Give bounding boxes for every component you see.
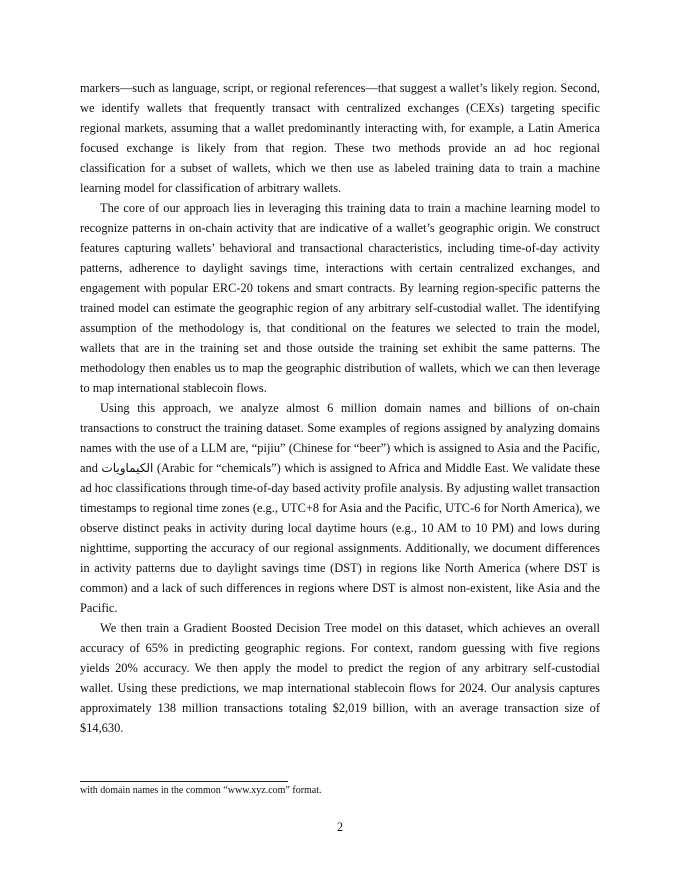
paragraph-3-part-2: (Arabic for “chemicals”) which is assigned to Africa and Middle East. We validate these ad hoc classifications through time-of-day based activity profile analysis. By adjusting wallet transaction timestamps to regional time zones (e.g., UTC+8 for Asia and the Pacific, UTC-6 for North America), we observe distinct peaks in activity during local daytime hours (e.g., 10 AM to 10 PM) and lows during nighttime, supporting the accuracy of our regional assignments. Additionally, we document differences in activity patterns due to daylight savings time (DST) in regions like North America (where DST is common) and a lack of such differences in regions where DST is almost non-existent, like Asia and the Pacific. [80,461,600,615]
paragraph-1: markers—such as language, script, or regional references—that suggest a wallet’s likely region. Second, we identify wallets that frequently transact with centralized exchanges (CEXs) targeting specific regional markets, assuming that a wallet predominantly interacting with, for example, a Latin America focused exchange is likely from that region. These two methods provide an ad hoc regional classification for a subset of wallets, which we then use as labeled training data to train a machine learning model for classification of arbitrary wallets. [80,81,600,195]
paragraph-4: We then train a Gradient Boosted Decision Tree model on this dataset, which achieves an overall accuracy of 65% in predicting geographic regions. For context, random guessing with five regions yields 20% accuracy. We then apply the model to predict the region of any arbitrary self-custodial wallet. Using these predictions, we map international stablecoin flows for 2024. Our analysis captures approximately 138 million transactions totaling $2,019 billion, with an average transaction size of $14,630. [80,621,600,735]
body-text [80,78,600,738]
paragraph-3 [80,398,600,618]
footnote-rule [80,781,288,782]
page-number: 2 [336,820,344,834]
paragraph-3-part-1: Using this approach, we analyze almost 6 million domain names and billions of on-chain transactions to construct the training dataset. Some examples of regions assigned by analyzing domains names with the use of a LLM are, “pijiu” (Chinese for “beer”) which is assigned to Asia and the Pacific, and [80,401,600,475]
footnote: with domain names in the common “www.xyz.com” format. [80,785,322,796]
paragraph-2: The core of our approach lies in leveraging this training data to train a machine learning model to recognize patterns in on-chain activity that are indicative of a wallet’s geographic origin. We construct features capturing wallets’ behavioral and transactional characteristics, including time-of-day activity patterns, adherence to daylight savings time, interactions with certain centralized exchanges, and engagement with popular ERC-20 tokens and smart contracts. By learning region-specific patterns the trained model can estimate the geographic region of any arbitrary self-custodial wallet. The identifying assumption of the methodology is, that conditional on the features we selected to train the model, wallets that are in the training set and those outside the training set exhibit the same patterns. The methodology then enables us to map the geographic distribution of wallets, which we can then leverage to map international stablecoin flows. [80,201,600,395]
arabic-term: الكيماويات [101,461,154,475]
